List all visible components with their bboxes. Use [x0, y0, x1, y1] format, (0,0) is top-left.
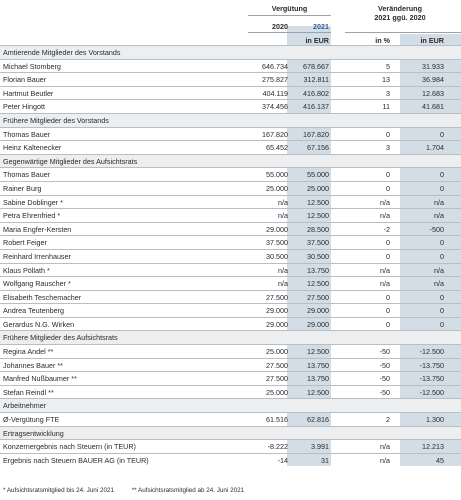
change-eur: -12.500 [419, 387, 444, 397]
value-2021: 12.500 [307, 211, 329, 221]
row-label: Johannes Bauer ** [3, 360, 63, 370]
header-divider-years [248, 32, 331, 33]
value-2020: -8.222 [267, 442, 288, 452]
value-2021: 62.816 [307, 415, 329, 425]
section-label: Amtierende Mitglieder des Vorstands [3, 48, 121, 57]
section-header-row [0, 154, 461, 168]
value-2021: 416.137 [303, 102, 329, 112]
table-row [0, 412, 461, 426]
value-2021: 12.500 [307, 347, 329, 357]
change-eur: 0 [440, 129, 444, 139]
value-2021: 167.820 [303, 129, 329, 139]
row-label: Ergebnis nach Steuern BAUER AG (in TEUR) [3, 455, 149, 465]
change-pct: 0 [386, 319, 390, 329]
value-2020: 27.500 [266, 292, 288, 302]
table-header [0, 0, 461, 45]
section-label: Gegenwärtige Mitglieder des Aufsichtsrats [3, 156, 138, 166]
row-label: Manfred Nußbaumer ** [3, 374, 77, 384]
change-eur: -13.750 [419, 374, 444, 384]
header-unit-eur-change: in EUR [420, 36, 444, 45]
change-eur: n/a [434, 265, 444, 275]
section-header-row [0, 113, 461, 127]
row-label: Andrea Teutenberg [3, 306, 65, 316]
value-2020: 27.500 [266, 374, 288, 384]
row-label: Heinz Kaltenecker [3, 143, 62, 153]
table-row [0, 344, 461, 358]
value-2021: 12.500 [307, 197, 329, 207]
change-eur: 0 [440, 238, 444, 248]
change-pct: -50 [379, 374, 390, 384]
change-pct: 13 [382, 75, 390, 85]
change-pct: 0 [386, 251, 390, 261]
header-veraenderung-period: 2021 ggü. 2020 [374, 13, 426, 22]
change-pct: n/a [380, 197, 390, 207]
table-row [0, 222, 461, 236]
header-divider-verguetung [248, 15, 331, 16]
row-label: Peter Hingott [3, 102, 45, 112]
value-2020: n/a [278, 279, 288, 289]
value-2021: 55.000 [307, 170, 329, 180]
row-label: Stefan Reindl ** [3, 387, 54, 397]
row-label: Robert Feiger [3, 238, 47, 248]
change-eur: 0 [440, 183, 444, 193]
row-label: Elisabeth Teschemacher [3, 292, 82, 302]
section-header-row [0, 398, 461, 412]
change-pct: n/a [380, 442, 390, 452]
value-2021: 37.500 [307, 238, 329, 248]
change-pct: n/a [380, 211, 390, 221]
change-pct: n/a [380, 265, 390, 275]
value-2021: 28.500 [307, 224, 329, 234]
value-2021: 678.667 [303, 61, 329, 71]
table-row [0, 235, 461, 249]
row-label: Florian Bauer [3, 75, 47, 85]
change-pct: -50 [379, 347, 390, 357]
value-2020: n/a [278, 265, 288, 275]
value-2021: 13.750 [307, 374, 329, 384]
row-label: Thomas Bauer [3, 129, 51, 139]
value-2020: 25.000 [266, 347, 288, 357]
change-eur: n/a [434, 279, 444, 289]
value-2021: 13.750 [307, 360, 329, 370]
table-row [0, 99, 461, 113]
change-eur: -500 [429, 224, 444, 234]
value-2020: 65.452 [266, 143, 288, 153]
table-row [0, 453, 461, 467]
value-2021: 27.500 [307, 292, 329, 302]
value-2021: 25.000 [307, 183, 329, 193]
change-pct: 0 [386, 183, 390, 193]
value-2021: 12.500 [307, 279, 329, 289]
change-eur: n/a [434, 211, 444, 221]
change-pct: -2 [383, 224, 390, 234]
change-eur: 45 [436, 455, 444, 465]
change-pct: n/a [380, 279, 390, 289]
change-eur: 0 [440, 292, 444, 302]
value-2021: 12.500 [307, 387, 329, 397]
table-row [0, 127, 461, 141]
row-label: Wolfgang Rauscher * [3, 279, 71, 289]
change-eur: 0 [440, 319, 444, 329]
value-2020: 275.827 [262, 75, 288, 85]
row-label: Petra Ehrenfried * [3, 211, 61, 221]
row-label: Sabine Doblinger * [3, 197, 63, 207]
section-label: Frühere Mitglieder des Vorstands [3, 115, 109, 125]
row-label: Thomas Bauer [3, 170, 51, 180]
table-row [0, 140, 461, 154]
header-year-2021: 2021 [313, 22, 329, 31]
table-row [0, 317, 461, 331]
header-veraenderung: Veränderung [378, 4, 422, 13]
footnotes [3, 487, 260, 494]
table-row [0, 249, 461, 263]
row-label: Hartmut Beutler [3, 88, 54, 98]
row-label: Gerardus N.G. Wirken [3, 319, 75, 329]
value-2020: 404.119 [262, 88, 288, 98]
header-divider-change [345, 32, 461, 33]
change-eur: 12.213 [422, 442, 444, 452]
table-row [0, 303, 461, 317]
change-eur: 0 [440, 306, 444, 316]
value-2021: 67.156 [307, 143, 329, 153]
value-2021: 31 [321, 455, 329, 465]
header-unit-pct: in % [375, 36, 390, 45]
header-unit-eur: in EUR [305, 36, 329, 45]
value-2020: 374.456 [262, 102, 288, 112]
row-label: Ø-Vergütung FTE [3, 415, 60, 425]
change-pct: 11 [382, 102, 390, 112]
value-2020: 55.000 [266, 170, 288, 180]
value-2020: 646.734 [262, 61, 288, 71]
value-2021: 416.802 [303, 88, 329, 98]
value-2021: 29.000 [307, 306, 329, 316]
value-2020: 27.500 [266, 360, 288, 370]
table-row [0, 371, 461, 385]
table-row [0, 181, 461, 195]
table-row [0, 86, 461, 100]
change-eur: 36.984 [422, 75, 444, 85]
value-2020: n/a [278, 211, 288, 221]
footnote-1: * Aufsichtsratsmitglied bis 24. Juni 2021 [3, 487, 114, 494]
change-eur: 41.681 [422, 102, 444, 112]
value-2020: 37.500 [266, 238, 288, 248]
section-label: Arbeitnehmer [3, 401, 47, 411]
table-row [0, 72, 461, 86]
change-pct: n/a [380, 455, 390, 465]
table-row [0, 208, 461, 222]
table-row [0, 358, 461, 372]
change-eur: -13.750 [419, 360, 444, 370]
change-pct: 0 [386, 238, 390, 248]
table-row [0, 59, 461, 73]
value-2021: 29.000 [307, 319, 329, 329]
value-2020: n/a [278, 197, 288, 207]
header-year-2020: 2020 [272, 22, 288, 31]
footnote-2: ** Aufsichtsratsmitglied ab 24. Juni 2021 [131, 487, 245, 494]
value-2020: 29.000 [266, 319, 288, 329]
row-label: Rainer Burg [3, 183, 42, 193]
section-label: Ertragsentwicklung [3, 428, 64, 438]
value-2021: 13.750 [307, 265, 329, 275]
change-pct: 0 [386, 306, 390, 316]
header-verguetung: Vergütung [271, 4, 308, 13]
table-row [0, 276, 461, 290]
change-eur: 0 [440, 251, 444, 261]
row-label: Maria Engfer-Kersten [3, 224, 72, 234]
change-pct: 5 [386, 61, 390, 71]
table-row [0, 290, 461, 304]
change-eur: 12.683 [422, 88, 444, 98]
change-pct: 3 [386, 88, 390, 98]
section-header-row [0, 45, 461, 59]
change-pct: 0 [386, 170, 390, 180]
value-2020: 61.516 [266, 415, 288, 425]
value-2020: 29.000 [266, 224, 288, 234]
change-pct: 3 [386, 143, 390, 153]
row-label: Reinhard Irrenhauser [3, 251, 71, 261]
compensation-table-body [0, 45, 461, 466]
value-2021: 312.811 [303, 75, 329, 85]
section-header-row [0, 330, 461, 344]
change-eur: -12.500 [419, 347, 444, 357]
value-2020: 25.000 [266, 387, 288, 397]
value-2020: 29.000 [266, 306, 288, 316]
value-2020: 167.820 [262, 129, 288, 139]
change-eur: 1.704 [426, 143, 444, 153]
change-eur: 0 [440, 170, 444, 180]
table-row [0, 263, 461, 277]
row-label: Konzernergebnis nach Steuern (in TEUR) [3, 442, 136, 452]
value-2021: 30.500 [307, 251, 329, 261]
row-label: Klaus Pöllath * [3, 265, 50, 275]
change-pct: -50 [379, 387, 390, 397]
section-header-row [0, 426, 461, 440]
change-eur: n/a [434, 197, 444, 207]
value-2020: -14 [277, 455, 288, 465]
row-label: Regina Andel ** [3, 347, 54, 357]
change-pct: -50 [379, 360, 390, 370]
value-2020: 30.500 [266, 251, 288, 261]
value-2020: 25.000 [266, 183, 288, 193]
change-pct: 0 [386, 129, 390, 139]
value-2021: 3.991 [311, 442, 329, 452]
change-eur: 31.933 [422, 61, 444, 71]
table-row [0, 167, 461, 181]
table-row [0, 439, 461, 453]
section-label: Frühere Mitglieder des Aufsichtsrats [3, 333, 118, 343]
change-pct: 2 [386, 415, 390, 425]
row-label: Michael Stomberg [3, 61, 61, 71]
change-eur: 1.300 [426, 415, 444, 425]
table-row [0, 195, 461, 209]
table-row [0, 385, 461, 399]
change-pct: 0 [386, 292, 390, 302]
